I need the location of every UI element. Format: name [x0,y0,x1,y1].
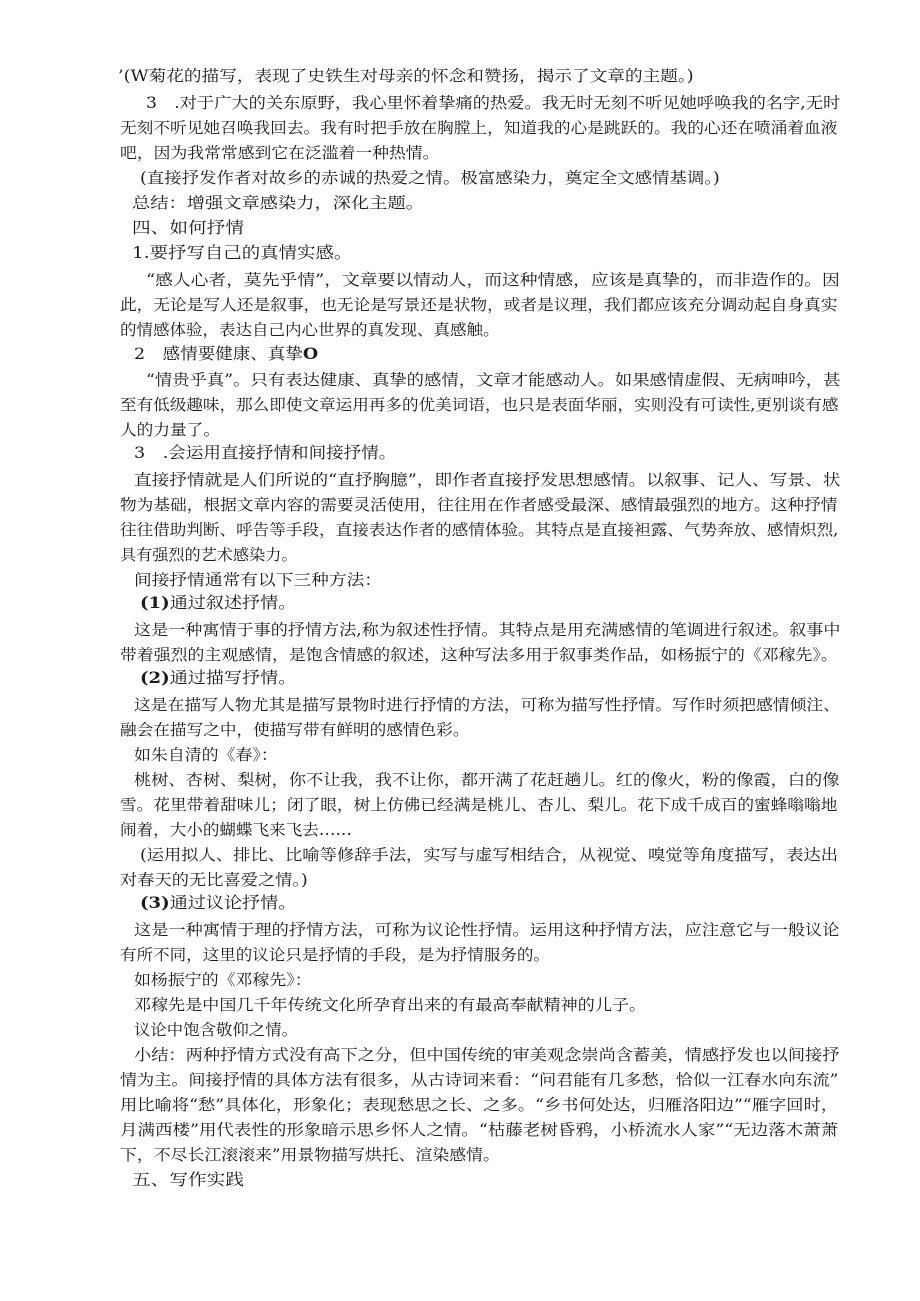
heading-text: 2 感情要健康、真挚 [134,344,303,363]
text-line: 带着强烈的主观感情，是饱含情感的叙述，这种写法多用于叙事类作品，如杨振宁的《邓稼先》。 [120,646,838,664]
text-line: 小结：两种抒情方式没有高下之分，但中国传统的审美观念崇尚含蓄美，情感抒发也以间接抒 [134,1046,840,1064]
text-line: 3 .对于广大的关东原野，我心里怀着挚痛的热爱。我无时无刻不听见她呼唤我的名字,无时 [146,94,841,112]
text-line: 情为主。间接抒情的具体方法有很多，从古诗词来看：“问君能有几多愁，恰似一江春水向东流” [120,1071,839,1089]
text-line: 融会在描写之中，使描写带有鲜明的感情色彩。 [120,721,470,739]
text-line: 议论中饱含敬仰之情。 [134,1021,299,1039]
text-line: 直接抒情就是人们所说的“直抒胸臆”，即作者直接抒发思想感情。以叙事、记人、写景、状 [134,471,841,489]
text-line: (运用拟人、排比、比喻等修辞手法，实写与虚写相结合，从视觉、嗅觉等角度描写，表达出 [140,846,839,864]
text-line: 此，无论是写人还是叙事，也无论是写景还是状物，或者是议理，我们都应该充分调动起自身真实 [120,296,838,314]
method-title: 通过议论抒情。 [169,893,297,912]
section-heading: 四、如何抒情 [132,218,245,237]
text-line: 总结：增强文章感染力，深化主题。 [132,194,425,212]
text-line: 对春天的无比喜爱之情。) [120,871,308,889]
text-line: 下，不尽长江滚滚来”用景物描写烘托、渲染感情。 [120,1146,500,1164]
text-line: 如杨振宁的《邓稼先》： [134,971,312,989]
text-line: 的情感体验，表达自己内心世界的真发现、真感触。 [120,321,500,339]
text-line: “感人心者，莫先乎情”，文章要以情动人，而这种情感，应该是真挚的，而非造作的。因 [146,271,840,289]
text-line: 往往借助判断、呼告等手段，直接表达作者的感情体验。其特点是直接袒露、气势奔放、感情炽烈, [120,521,839,539]
text-line: 具有强烈的艺术感染力。 [120,546,298,564]
section-heading: 五、写作实践 [132,1170,245,1189]
text-line: ’(W菊花的描写，表现了史铁生对母亲的怀念和赞扬，揭示了文章的主题。) [118,67,694,85]
text-line: 这是在描写人物尤其是描写景物时进行抒情的方法，可称为描写性抒情。写作时须把感情倾注、 [134,696,841,714]
method-title: 通过叙述抒情。 [169,593,297,612]
text-line: 无刻不听见她召唤我回去。我有时把手放在胸膛上，知道我的心是跳跃的。我的心还在喷涌着血液 [120,119,838,137]
text-line: 这是一种寓情于理的抒情方法，可称为议论性抒情。运用这种抒情方法，应注意它与一般议论 [134,921,840,939]
text-line: 有所不同，这里的议论只是抒情的手段，是为抒情服务的。 [120,946,551,964]
text-line: 邓稼先是中国几千年传统文化所孕育出来的有最高奉献精神的儿子。 [134,996,647,1014]
text-line: 用比喻将“愁”具体化，形象化；表现愁思之长、之多。“乡书何处达，归雁洛阳边”“雁字回时， [120,1096,839,1114]
text-line: 雪。花里带着甜味儿；闭了眼，树上仿佛已经满是桃儿、杏儿、梨儿。花下成千成百的蜜蜂嗡嗡地 [120,796,838,814]
text-line: 间接抒情通常有以下三种方法： [134,571,383,589]
text-line: 至有低级趣味，那么即使文章运用再多的优美词语，也只是表面华丽，实则没有可读性,更别谈有感 [120,396,839,414]
method-heading [140,891,296,915]
subsection-heading: 3 .会运用直接抒情和间接抒情。 [134,443,397,462]
text-line: 月满西楼”用代表性的形象暗示思乡怀人之情。“枯藤老树昏鸦，小桥流水人家”“无边落木萧萧 [120,1121,839,1139]
heading-tail: O [302,344,319,363]
method-number: (2) [140,668,170,687]
text-line: 物为基础，根据文章内容的需要灵活使用，往往用在作者感受最深、感情最强烈的地方。这种抒情 [120,496,838,514]
text-line: 如朱自清的《春》： [134,746,278,764]
text-line: 吧，因为我常常感到它在泛滥着一种热情。 [120,144,440,162]
method-number: (3) [140,893,170,912]
text-line: 这是一种寓情于事的抒情方法,称为叙述性抒情。其特点是用充满感情的笔调进行叙述。叙事中 [134,621,841,639]
method-heading [140,666,296,690]
method-heading [140,591,296,615]
text-line: “情贵乎真”。只有表达健康、真挚的感情，文章才能感动人。如果感情虚假、无病呻吟，甚 [146,371,841,389]
text-line: 闹着，大小的蝴蝶飞来飞去…… [120,821,353,839]
text-line: (直接抒发作者对故乡的赤诚的热爱之情。极富感染力，奠定全文感情基调。) [140,169,720,187]
subsection-heading: 1.要抒写自己的真情实感。 [132,243,353,262]
subsection-heading [134,342,318,366]
method-number: (1) [140,593,170,612]
text-line: 桃树、杏树、梨树，你不让我，我不让你，都开满了花赶趟儿。红的像火，粉的像霞，白的像 [134,771,840,789]
method-title: 通过描写抒情。 [169,668,297,687]
text-line: 人的力量了。 [120,421,221,439]
